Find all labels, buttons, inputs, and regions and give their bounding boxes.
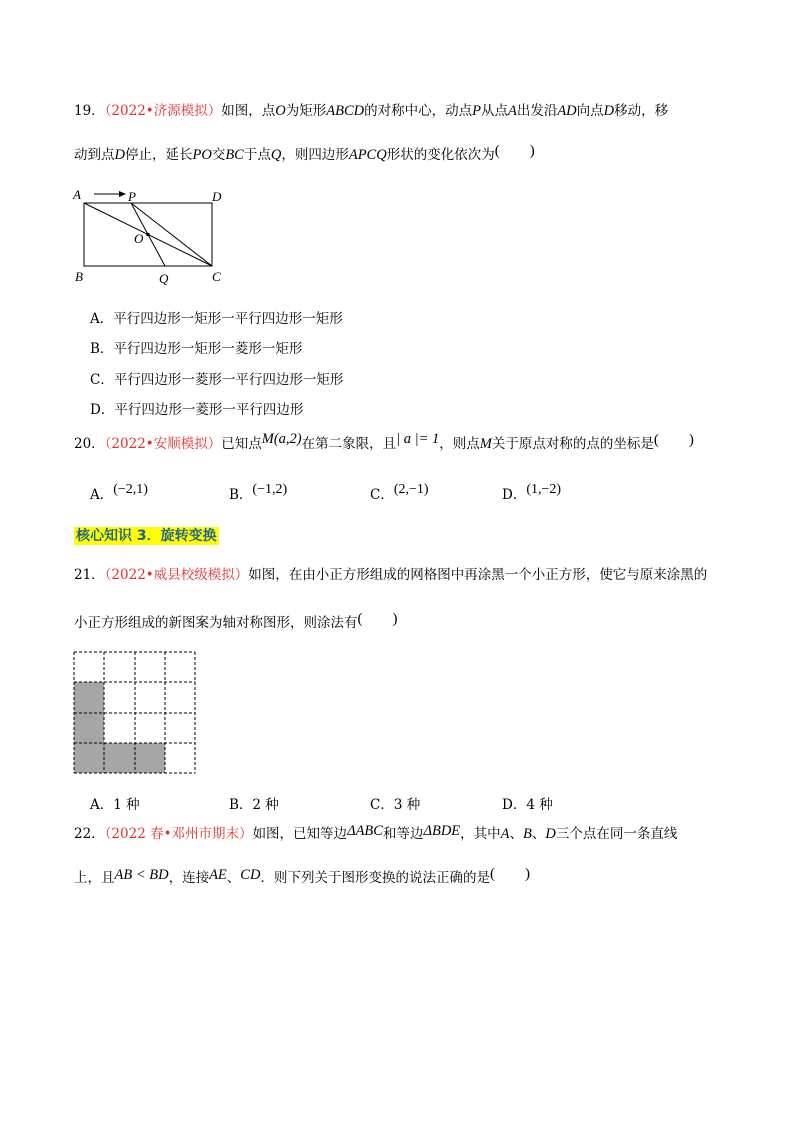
answer-parentheses: ( ) [494, 143, 535, 159]
q19-option-a[interactable] [90, 307, 343, 327]
math-var: BC [225, 147, 244, 163]
math-var: M(a,2) [261, 431, 302, 447]
question-text: 交 [211, 147, 226, 163]
question-text: 、 [531, 826, 546, 842]
option-label: C． [370, 487, 394, 503]
option-text: 平行四边形一矩形一菱形一矩形 [113, 341, 303, 357]
q19-option-c[interactable] [90, 368, 343, 388]
question-text: 、 [509, 826, 524, 842]
option-text: 4 种 [526, 797, 553, 813]
question-text: 停止，延长 [124, 147, 193, 163]
question-source: （2022•安顺模拟） [104, 436, 222, 452]
point-label-d: D [212, 189, 222, 204]
question-source: （2022•济源模拟） [104, 103, 222, 119]
rectangle-figure [70, 185, 240, 290]
option-label: A． [90, 797, 114, 813]
question-text: ，其中 [460, 826, 501, 842]
math-var: CD [240, 867, 261, 883]
math-var: B [523, 826, 532, 842]
question-text: 如图，已知等边 [252, 826, 348, 842]
q22-line2 [74, 866, 530, 887]
option-text: (2,−1) [393, 482, 429, 497]
math-var: P [472, 103, 481, 119]
option-label: B． [229, 797, 253, 813]
answer-parentheses: ( ) [357, 611, 398, 627]
math-var: D [603, 103, 615, 119]
q20-option-c[interactable] [370, 483, 429, 504]
question-text: ．则下列关于图形变换的说法正确的是 [260, 870, 490, 886]
question-text: 如图，在由小正方形组成的网格图中再涂黑一个小正方形，使它与原来涂黑的 [248, 567, 708, 583]
math-var: A [507, 103, 517, 119]
q21-option-a[interactable] [90, 793, 140, 813]
question-text: 形状的变化依次为 [386, 147, 495, 163]
question-text: 小正方形组成的新图案为轴对称图形，则涂法有 [74, 615, 358, 631]
option-text: 平行四边形一菱形一平行四边形 [114, 402, 304, 418]
question-text: 出发沿 [516, 103, 558, 119]
point-label-a: A [73, 187, 81, 202]
question-text: 和等边 [382, 826, 424, 842]
question-text: 关于原点对称的点的坐标是 [491, 436, 654, 452]
question-text: 于点 [243, 147, 271, 163]
option-label: A． [90, 487, 114, 503]
math-var: ABCD [326, 103, 365, 119]
point-label-b: B [75, 269, 83, 284]
q20-option-a[interactable] [90, 483, 148, 504]
point-label-q: Q [159, 271, 169, 286]
question-text: 向点 [576, 103, 604, 119]
option-text: 平行四边形一矩形一平行四边形一矩形 [113, 311, 343, 327]
question-text: 三个点在同一条直线 [555, 826, 678, 842]
math-var: AB < BD [114, 867, 169, 883]
section-title: 核心知识 3．旋转变换 [76, 528, 217, 544]
math-var: PO [192, 147, 212, 163]
math-var: ΔBDE [423, 823, 461, 839]
question-text: ，则点 [439, 436, 480, 452]
option-text: 3 种 [393, 797, 421, 813]
question-text: 如图，点 [221, 103, 276, 119]
option-text: (−2,1) [113, 482, 148, 497]
math-var: D [545, 826, 556, 842]
point-label-c: C [212, 269, 221, 284]
answer-parentheses: ( ) [489, 866, 530, 882]
question-text: 上，且 [74, 870, 115, 886]
q20-option-d[interactable] [502, 483, 561, 504]
math-var: A [500, 826, 510, 842]
question-text: ，则四边形 [281, 147, 349, 163]
question-source: （2022 春•邓州市期末） [104, 826, 253, 842]
option-text: 平行四边形一菱形一平行四边形一矩形 [113, 372, 344, 388]
math-var: Q [270, 147, 282, 163]
option-label: D． [90, 402, 115, 418]
option-label: A． [90, 311, 114, 327]
question-number: 21． [74, 567, 105, 583]
option-label: B． [90, 341, 114, 357]
option-text: 2 种 [252, 797, 279, 813]
option-text: 1 种 [113, 797, 140, 813]
question-text: 从点 [480, 103, 508, 119]
q21-line1 [74, 563, 707, 583]
question-number: 20． [74, 436, 105, 452]
q22-line1 [74, 822, 677, 843]
question-number: 19． [74, 103, 105, 119]
question-text: 为矩形 [285, 103, 327, 119]
q20-line [74, 432, 694, 453]
q21-option-b[interactable] [229, 793, 279, 813]
math-var: D [114, 147, 125, 163]
option-text: (−1,2) [252, 482, 288, 497]
question-number: 22． [74, 826, 105, 842]
math-var: AD [557, 103, 577, 119]
option-label: C． [370, 797, 394, 813]
option-label: C． [90, 372, 114, 388]
question-text: 的对称中心，动点 [364, 103, 473, 119]
q19-option-d[interactable] [90, 398, 303, 418]
question-text: ，连接 [168, 870, 210, 886]
q19-line1 [74, 99, 668, 120]
question-text: 已知点 [221, 436, 262, 452]
option-label: D． [502, 487, 527, 503]
q19-line2 [74, 143, 535, 164]
question-source: （2022•威县校级模拟） [104, 567, 249, 583]
q19-option-b[interactable] [90, 337, 302, 357]
math-var: AE [209, 867, 227, 883]
question-text: 、 [226, 870, 241, 886]
math-var: O [275, 103, 286, 119]
answer-parentheses: ( ) [653, 432, 694, 448]
math-var: ΔABC [347, 823, 383, 839]
math-var: | a |= 1 [396, 431, 440, 447]
q21-line2 [74, 611, 398, 632]
question-text: 移动，移 [614, 103, 669, 119]
point-label-o: O [134, 231, 144, 246]
option-label: D． [502, 797, 527, 813]
option-text: (1,−2) [526, 482, 562, 497]
point-label-p: P [128, 189, 136, 204]
q20-option-b[interactable] [229, 483, 287, 504]
grid-figure [72, 650, 198, 776]
math-var: M [479, 436, 492, 452]
q21-option-c[interactable] [370, 793, 420, 813]
q21-option-d[interactable] [502, 793, 553, 813]
option-label: B． [229, 487, 253, 503]
question-text: 在第二象限，且 [301, 436, 397, 452]
question-text: 动到点 [74, 147, 115, 163]
math-var: APCQ [348, 147, 387, 163]
